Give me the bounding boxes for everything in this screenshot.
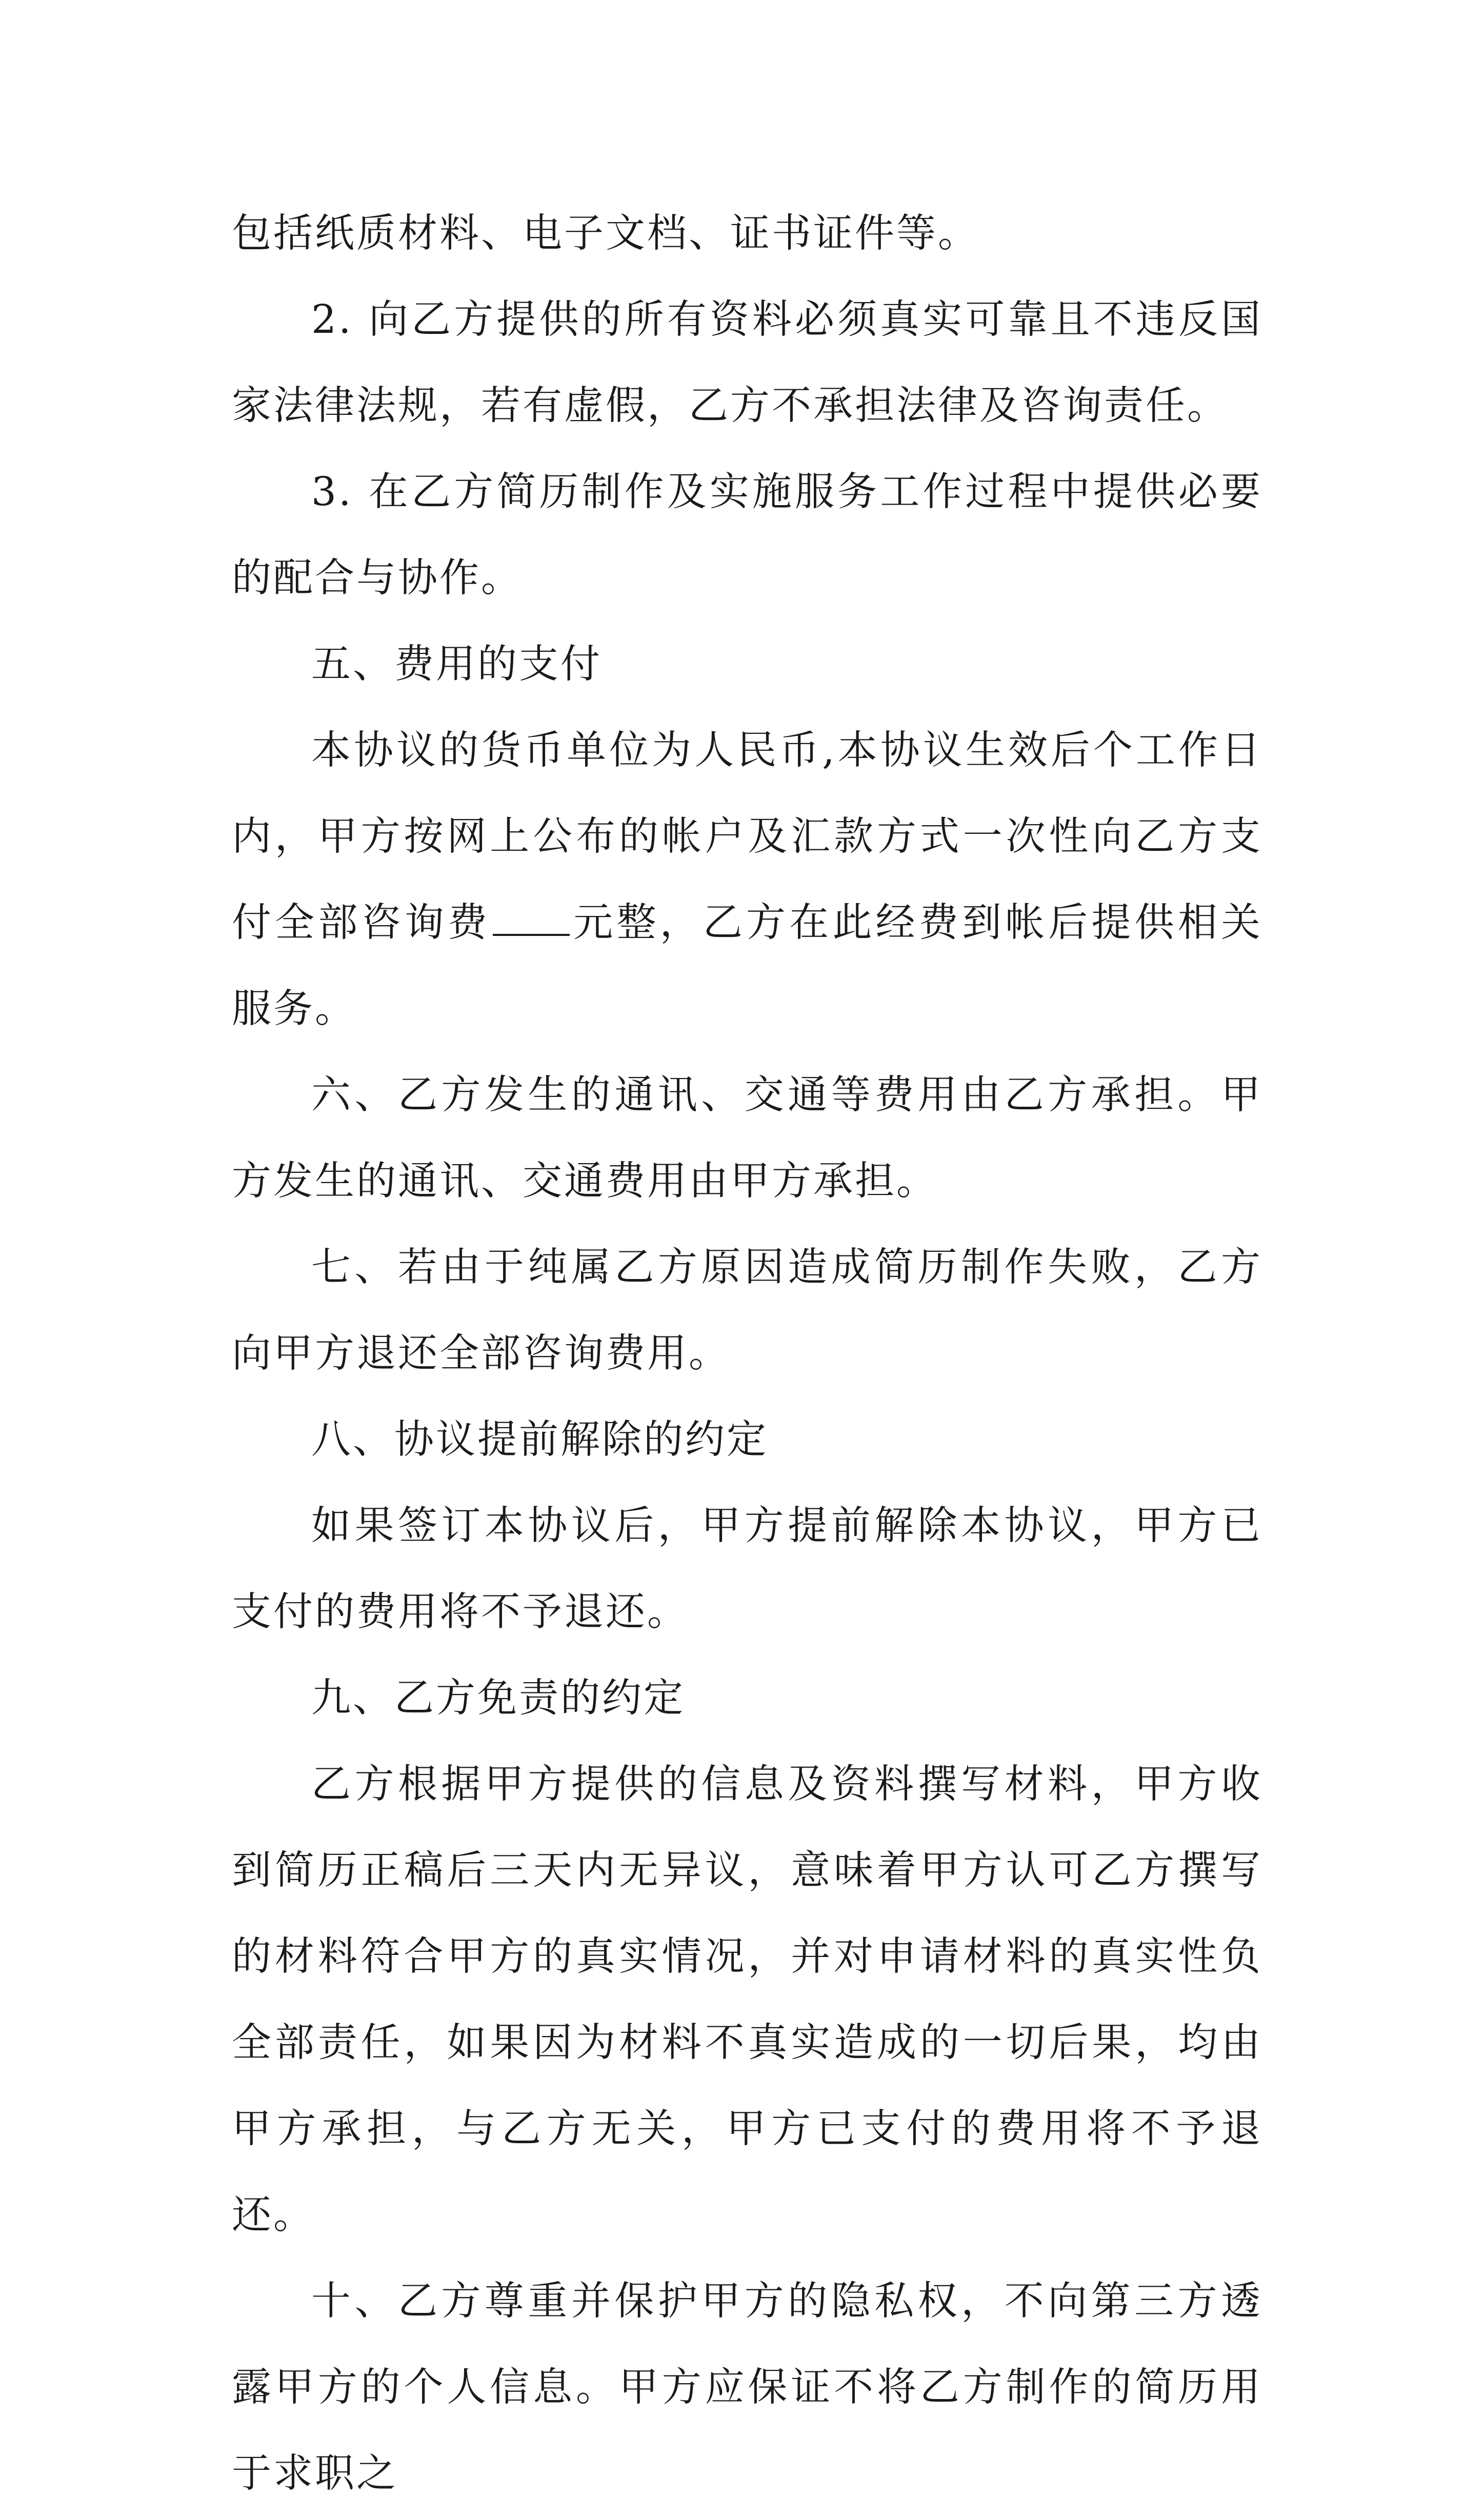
heading-early-termination: 八、协议提前解除的约定 <box>311 1417 768 1463</box>
paragraph-materials-continued: 包括纸质材料、电子文档、证书证件等。 <box>232 211 979 256</box>
paragraph-clause-10-privacy: 十、乙方尊重并保护甲方的隐私权，不向第三方透露甲方的个人信息。甲方应保证不将乙方制作的简历用于求职之 <box>232 2279 1262 2496</box>
heading-payment: 五、费用的支付 <box>311 642 602 687</box>
payment-terms-tail: 元整，乙方在此经费到帐后提供相关服务。 <box>232 900 1263 1032</box>
document-body <box>232 191 1262 2517</box>
amount-blank-field <box>493 898 570 936</box>
paragraph-clause-3: 3. 在乙方简历制作及实施服务工作过程中提供必要的配合与协作。 <box>232 469 1262 601</box>
paragraph-disclaimer: 乙方根据甲方提供的信息及资料撰写材料，甲方收到简历正稿后三天内无异议，意味着甲方认可乙方撰写的材料符合甲方的真实情况，并对申请材料的真实性负全部责任，如果因为材料不真实造成的一切后果，均由甲方承担，与乙方无关，甲方已支付的费用将不予退还。 <box>232 1762 1262 2238</box>
paragraph-clause-2: 2. 向乙方提供的所有资料必须真实可靠且不违反国家法律法规，若有虚假，乙方不承担法律及咨询责任。 <box>232 297 1262 429</box>
payment-terms-text: 本协议的货币单位为人民币,本协议生效后个工作日内，甲方按网上公布的帐户及汇款方式一次性向乙方支付全部咨询费 <box>232 728 1262 946</box>
paragraph-payment-terms <box>232 708 1262 1052</box>
heading-disclaimer: 九、乙方免责的约定 <box>311 1675 685 1721</box>
paragraph-early-termination: 如果签订本协议后，甲方提前解除本协议，甲方已支付的费用将不予退还。 <box>232 1503 1262 1635</box>
paragraph-clause-7-refund: 七、若由于纯属乙方原因造成简历制作失败，乙方向甲方退还全部咨询费用。 <box>232 1245 1262 1376</box>
paragraph-clause-6-expenses: 六、乙方发生的通讯、交通等费用由乙方承担。甲方发生的通讯、交通费用由甲方承担。 <box>232 1072 1262 1204</box>
